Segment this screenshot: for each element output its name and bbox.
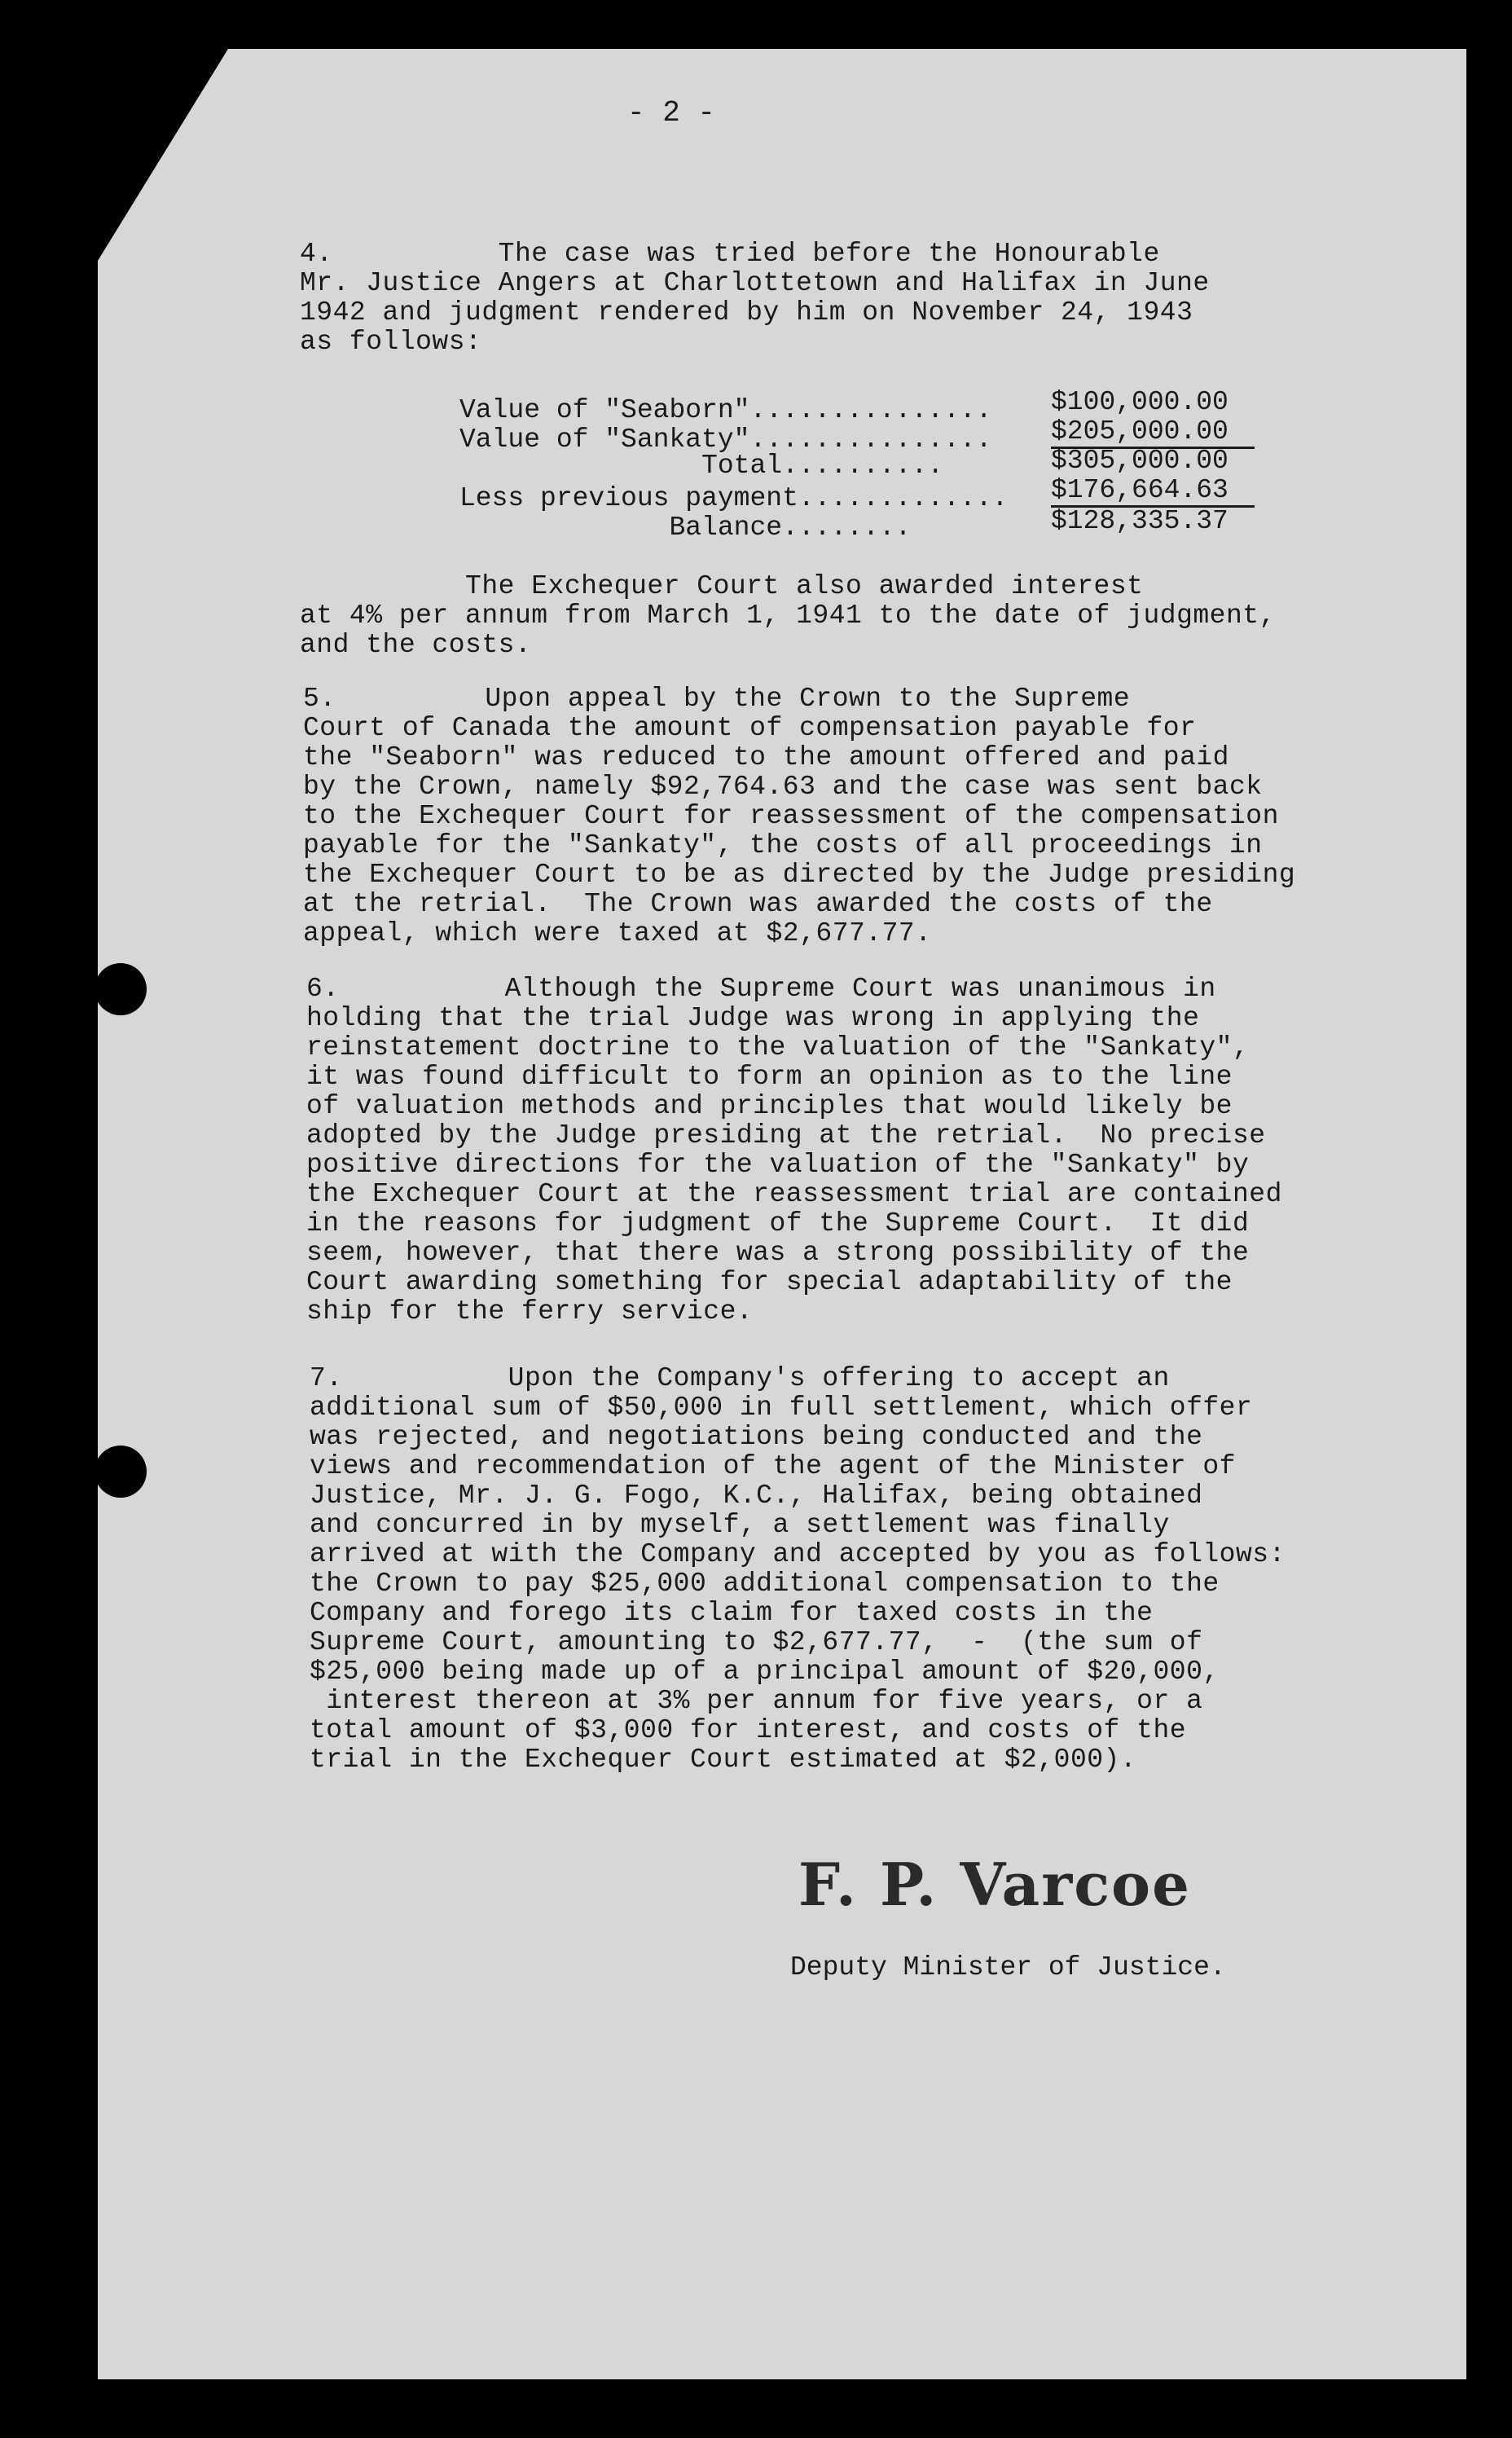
para7-line: arrived at with the Company and accepted by you as follows: (310, 1539, 1286, 1569)
para7-line: 7. Upon the Company's offering to accept an (310, 1363, 1170, 1393)
para5-line: payable for the "Sankaty", the costs of all proceedings in (303, 830, 1263, 860)
para7-line: $25,000 being made up of a principal amount of $20,000, (310, 1657, 1220, 1687)
para5-line: the Exchequer Court to be as directed by the Judge presiding (303, 860, 1296, 890)
para6-line: ship for the ferry service. (306, 1296, 754, 1327)
para7-line: was rejected, and negotiations being conducted and the (310, 1422, 1203, 1452)
table-row-amount: $205,000.00 (1051, 416, 1228, 447)
torn-corner (98, 49, 228, 261)
punch-hole-bottom (94, 1446, 147, 1498)
para5-line: appeal, which were taxed at $2,677.77. (303, 918, 932, 948)
para5-line: Court of Canada the amount of compensation payable for (303, 713, 1197, 743)
para7-line: additional sum of $50,000 in full settlement, which offer (310, 1393, 1253, 1423)
para5-line: by the Crown, namely $92,764.63 and the case was sent back (303, 772, 1263, 802)
para4-after-line: at 4% per annum from March 1, 1941 to the date of judgment, (300, 601, 1276, 631)
para7-line: Company and forego its claim for taxed costs in the (310, 1598, 1154, 1628)
para6-line: reinstatement doctrine to the valuation of the "Sankaty", (306, 1032, 1250, 1063)
table-row-label: Value of "Sankaty"............... (459, 425, 992, 455)
table-row-label: Less previous payment............. (459, 483, 1009, 513)
para4-after-line: The Exchequer Court also awarded interest (300, 571, 1144, 601)
para6-line: the Exchequer Court at the reassessment trial are contained (306, 1179, 1282, 1209)
signature-stamp: F. P. Varcoe (798, 1850, 1191, 1919)
para6-line: Court awarding something for special adaptability of the (306, 1267, 1233, 1297)
table-row-label: Balance........ (459, 513, 912, 543)
table-row-label: Value of "Seaborn"............... (459, 395, 992, 425)
para7-line: trial in the Exchequer Court estimated at $2,000). (310, 1745, 1137, 1775)
para6-line: in the reasons for judgment of the Supreme Court. It did (306, 1208, 1250, 1239)
table-row-amount: $305,000.00 (1051, 446, 1228, 476)
para6-line: of valuation methods and principles that would likely be (306, 1091, 1233, 1121)
para5-line: the "Seaborn" was reduced to the amount offered and paid (303, 742, 1229, 772)
para7-line: views and recommendation of the agent of the Minister of (310, 1451, 1236, 1481)
para5-line: 5. Upon appeal by the Crown to the Supreme (303, 684, 1131, 714)
page-number: - 2 - (627, 96, 716, 130)
para4-line: 1942 and judgment rendered by him on November 24, 1943 (300, 297, 1193, 328)
para6-line: positive directions for the valuation of the "Sankaty" by (306, 1150, 1250, 1180)
table-row-amount: $128,335.37 (1051, 506, 1228, 536)
table-row-amount: $100,000.00 (1051, 387, 1228, 417)
para4-line: as follows: (300, 327, 482, 357)
para4-line: 4. The case was tried before the Honourable (300, 239, 1160, 269)
para7-line: Supreme Court, amounting to $2,677.77, - (the sum of (310, 1627, 1203, 1657)
para7-line: and concurred in by myself, a settlement was finally (310, 1510, 1170, 1540)
para6-line: seem, however, that there was a strong possibility of the (306, 1238, 1250, 1268)
para7-line: total amount of $3,000 for interest, and costs of the (310, 1715, 1187, 1745)
para6-line: 6. Although the Supreme Court was unanimous in (306, 974, 1216, 1004)
para6-line: adopted by the Judge presiding at the retrial. No precise (306, 1120, 1266, 1151)
signature-title: Deputy Minister of Justice. (790, 1952, 1226, 1983)
para7-line: the Crown to pay $25,000 additional compensation to the (310, 1569, 1220, 1599)
para6-line: holding that the trial Judge was wrong in applying the (306, 1003, 1200, 1033)
para6-line: it was found difficult to form an opinion as to the line (306, 1062, 1233, 1092)
table-row-amount: $176,664.63 (1051, 475, 1228, 505)
para4-line: Mr. Justice Angers at Charlottetown and Halifax in June (300, 268, 1210, 298)
para5-line: to the Exchequer Court for reassessment of the compensation (303, 801, 1279, 831)
para7-line: Justice, Mr. J. G. Fogo, K.C., Halifax, being obtained (310, 1481, 1203, 1511)
para7-line: interest thereon at 3% per annum for five years, or a (310, 1686, 1203, 1716)
para4-after-line: and the costs. (300, 630, 532, 660)
para5-line: at the retrial. The Crown was awarded the costs of the (303, 889, 1213, 919)
table-row-label: Total.......... (459, 451, 944, 481)
punch-hole-top (94, 963, 147, 1015)
